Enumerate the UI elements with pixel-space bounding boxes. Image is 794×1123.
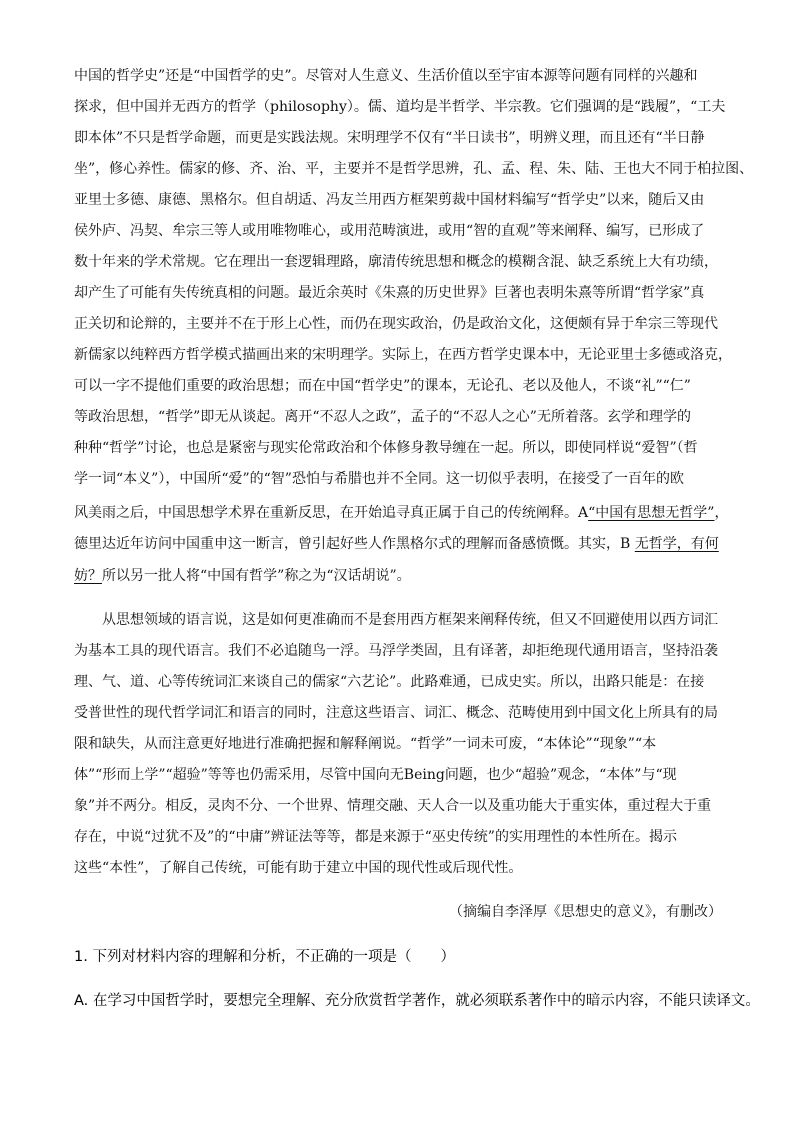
p1-line-3: 即本体”不只是哲学命题，而更是实践法规。宋明理学不仅有“半日读书”，明辨义理，而且还有“半日静 bbox=[74, 130, 705, 146]
underlined-phrase-a: “中国有思想无哲学” bbox=[588, 505, 715, 521]
p2-line-9: 这些“本性”，了解自己传统，可能有助于建立中国的现代性或后现代性。 bbox=[74, 860, 523, 876]
p1-line-12: 等政治思想，“哲学”即无从谈起。离开“不忍人之政”，孟子的“不忍人之心”无所着落。玄学和理学的 bbox=[74, 409, 691, 425]
p2-line-1: 从思想领域的语言说，这是如何更准确而不是套用西方框架来阐释传统，但又不回避使用以西方词汇 bbox=[102, 612, 718, 628]
question-1-option-a: A. 在学习中国哲学时，要想完全理解、充分欣赏哲学著作，就必须联系著作中的暗示内容，不能只读译文。 bbox=[74, 993, 760, 1009]
p1-line-13: 种种“哲学”讨论，也总是紧密与现实伦常政治和个体修身教导缠在一起。所以，即使同样说“爱智”（哲 bbox=[74, 440, 698, 456]
p2-line-8: 存在，中说“过犹不及”的“中庸”辨证法等等，都是来源于“巫史传统”的实用理性的本性所在。揭示 bbox=[74, 829, 677, 845]
p1-line-6: 侯外庐、冯契、牟宗三等人或用唯物唯心，或用范畴演进，或用“智的直观”等来阐释、编写，已形成了 bbox=[74, 223, 705, 239]
question-1-stem: 1. 下列对材料内容的理解和分析，不正确的一项是（ ） bbox=[74, 949, 455, 965]
p1-line-8: 却产生了可能有失传统真相的问题。最近余英时《朱熹的历史世界》巨著也表明朱熹等所谓“哲学家”真 bbox=[74, 285, 705, 301]
p1-line-7: 数十年来的学术常规。它在理出一套逻辑理路，廓清传统思想和概念的模糊含混、缺乏系统上大有功绩， bbox=[74, 254, 718, 270]
p1-line-11: 可以一字不提他们重要的政治思想；而在中国“哲学史”的课本，无论孔、老以及他人，不谈“礼”“仁” bbox=[74, 378, 691, 394]
p1-line-17-text: 所以另一批人将“中国有哲学”称之为“汉话胡说”。 bbox=[102, 568, 411, 584]
p2-line-2: 为基本工具的现代语言。我们不必追随鸟一浮。马浮学类固，且有译著，却拒绝现代通用语言，坚持沿袭 bbox=[74, 643, 718, 659]
p1-line-15-text: 风美雨之后，中国思想学术界在重新反思，在开始追寻真正属于自己的传统阐释。 bbox=[74, 505, 578, 521]
p1-line-15 bbox=[74, 501, 729, 525]
source-citation: （摘编自李泽厚《思想史的意义》，有删改） bbox=[449, 904, 722, 920]
p1-line-2: 探求，但中国并无西方的哲学（philosophy）。儒、道均是半哲学、半宗教。它们强调的是“践履”，“工夫 bbox=[74, 99, 726, 115]
p2-line-4: 受普世性的现代哲学词汇和语言的同时，注意这些语言、词汇、概念、范畴使用到中国文化上所具有的局 bbox=[74, 705, 718, 721]
p1-line-14: 学一词“本义”），中国所“爱”的“智”恐怕与希腊也并不全同。这一切似乎表明，在接受了一百年的欧 bbox=[74, 471, 684, 487]
p2-line-6: 体”“形而上学”“超验”等等也仍需采用，尽管中国向无Being问题，也少“超验”观念，“本体”与“现 bbox=[74, 767, 677, 783]
label-a: A bbox=[578, 505, 589, 521]
p1-line-10: 新儒家以纯粹西方哲学模式描画出来的宋明理学。实际上，在西方哲学史课本中，无论亚里士多德或洛克， bbox=[74, 347, 732, 363]
p1-line-1: 中国的哲学史”还是“中国哲学的史”。尽管对人生意义、生活价值以至宇宙本源等问题有同样的兴趣和 bbox=[74, 68, 698, 84]
p2-line-7: 象”并不两分。相反，灵肉不分、一个世界、情理交融、天人合一以及重功能大于重实体，重过程大于重 bbox=[74, 798, 712, 814]
underlined-phrase-b-part1: 无哲学，有何 bbox=[634, 536, 719, 552]
p1-line-16 bbox=[74, 532, 722, 556]
p1-line-9: 正关切和论辩的，主要并不在于形上心性，而仍在现实政治，仍是政治文化，这便颇有异于牟宗三等现代 bbox=[74, 316, 718, 332]
p2-line-5: 限和缺失，从而注意更好地进行准确把握和解释阐说。“哲学”一词未可废，“本体论”“现象”“本 bbox=[74, 736, 657, 752]
p1-line-17 bbox=[74, 564, 722, 588]
p1-line-16-text: 德里达近年访问中国重申这一断言，曾引起好些人作黑格尔式的理解而备感愤慨。其实，B bbox=[74, 536, 635, 552]
p1-line-15-end: ， bbox=[714, 505, 729, 521]
p2-line-3: 理、气、道、心等传统词汇来谈自己的儒家“六艺论”。此路难通，已成史实。所以，出路只能是：在接 bbox=[74, 674, 705, 690]
p1-line-5: 亚里士多德、康德、黑格尔。但自胡适、冯友兰用西方框架剪裁中国材料编写“哲学史”以来，随后又由 bbox=[74, 192, 705, 208]
p1-line-4: 坐”，修心养性。儒家的修、齐、治、平，主要并不是哲学思辨，孔、孟、程、朱、陆、王也大不同于柏拉图、 bbox=[74, 161, 754, 177]
underlined-phrase-b-part2: 妨？ bbox=[74, 568, 102, 584]
